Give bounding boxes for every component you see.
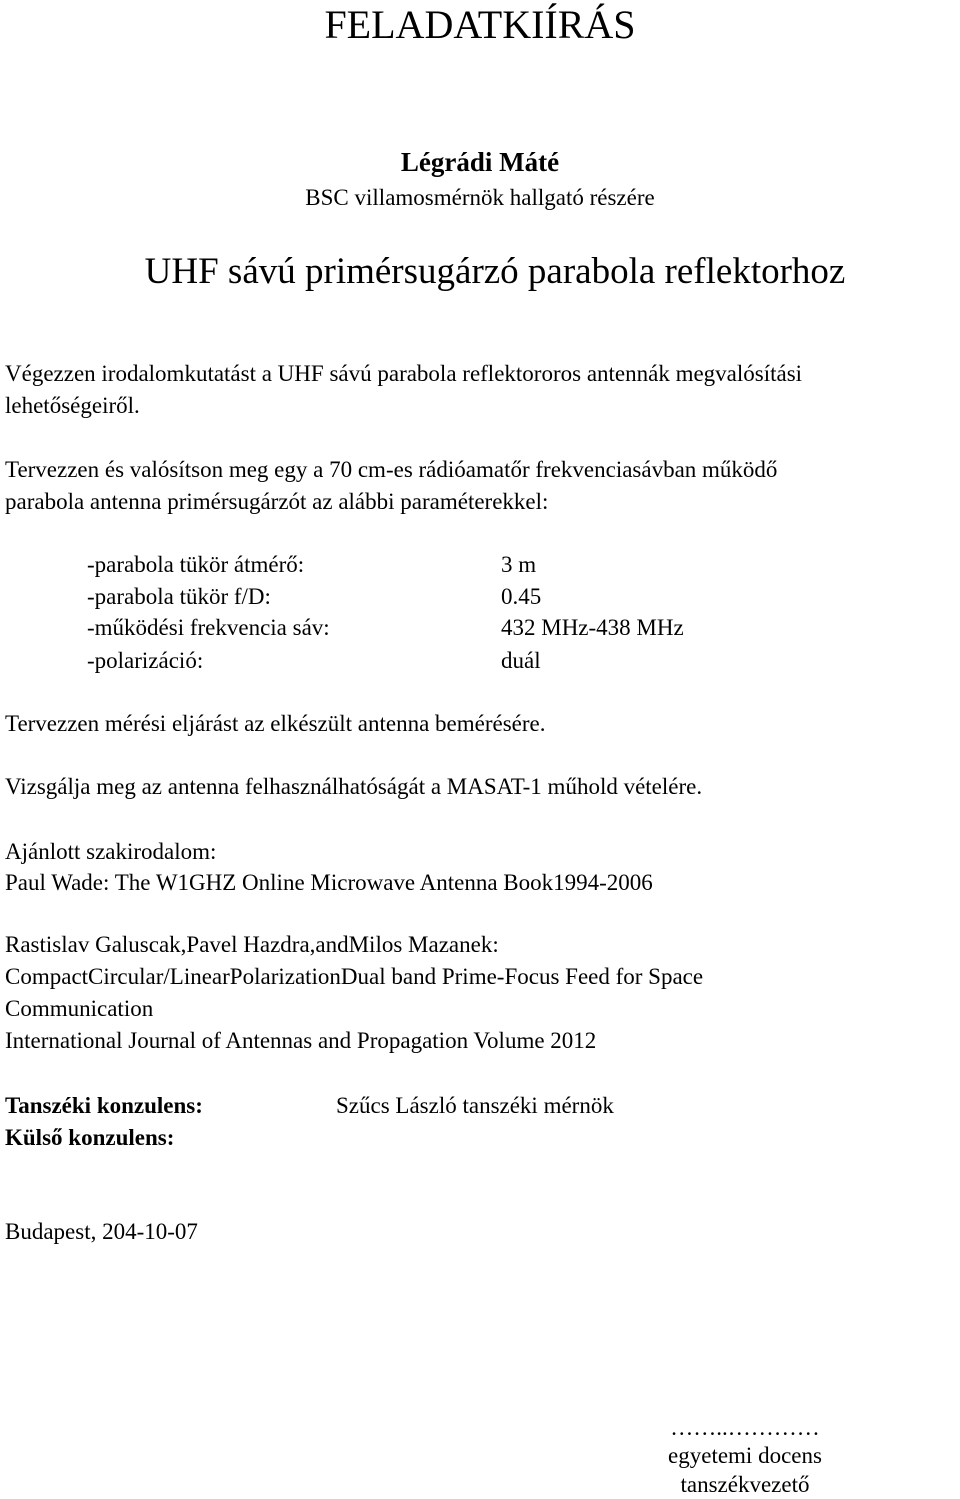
signature-line: ……..………… [670,1415,820,1440]
reference-2-line-3: Communication [5,996,154,1021]
external-consultant-label: Külső konzulens: [5,1125,175,1150]
reference-2-line-4: International Journal of Antennas and Propagation Volume 2012 [5,1028,597,1053]
param-value-polarization: duál [501,648,541,673]
param-value-frequency: 432 MHz-438 MHz [501,615,684,640]
design-paragraph-line-1: Tervezzen és valósítson meg egy a 70 cm-es rádióamatőr frekvenciasávban működő [5,457,778,482]
place-date: Budapest, 204-10-07 [5,1219,198,1244]
reference-2-line-2: CompactCircular/LinearPolarizationDual band Prime-Focus Feed for Space [5,964,704,989]
param-label-fd: -parabola tükör f/D: [87,584,271,609]
design-paragraph-line-2: parabola antenna primérsugárzót az alábbi paraméterekkel: [5,489,549,514]
document-title: FELADATKIÍRÁS [324,2,636,47]
student-name: Légrádi Máté [400,147,560,177]
param-label-frequency: -működési frekvencia sáv: [87,615,330,640]
signature-title-1: egyetemi docens [668,1443,822,1468]
internal-consultant-label: Tanszéki konzulens: [5,1093,203,1118]
research-paragraph-line-1: Végezzen irodalomkutatást a UHF sávú parabola reflektororos antennák megvalósítási [5,361,803,386]
research-paragraph-line-2: lehetőségeiről. [5,393,140,418]
signature-title-2: tanszékvezető [680,1472,810,1497]
reference-1: Paul Wade: The W1GHZ Online Microwave Antenna Book1994-2006 [5,870,653,895]
references-heading: Ajánlott szakirodalom: [5,839,217,864]
thesis-title: UHF sávú primérsugárzó parabola reflektorhoz [144,251,846,292]
student-role: BSC villamosmérnök hallgató részére [305,185,655,210]
reference-2-line-1: Rastislav Galuscak,Pavel Hazdra,andMilos Mazanek: [5,932,499,957]
internal-consultant-name: Szűcs László tanszéki mérnök [336,1093,614,1118]
param-label-polarization: -polarizáció: [87,648,204,673]
param-label-diameter: -parabola tükör átmérő: [87,552,305,577]
param-value-fd: 0.45 [501,584,542,609]
param-value-diameter: 3 m [501,552,537,577]
usability-paragraph: Vizsgálja meg az antenna felhasználhatóságát a MASAT-1 műhold vételére. [5,774,703,799]
measurement-paragraph: Tervezzen mérési eljárást az elkészült antenna bemérésére. [5,711,546,736]
